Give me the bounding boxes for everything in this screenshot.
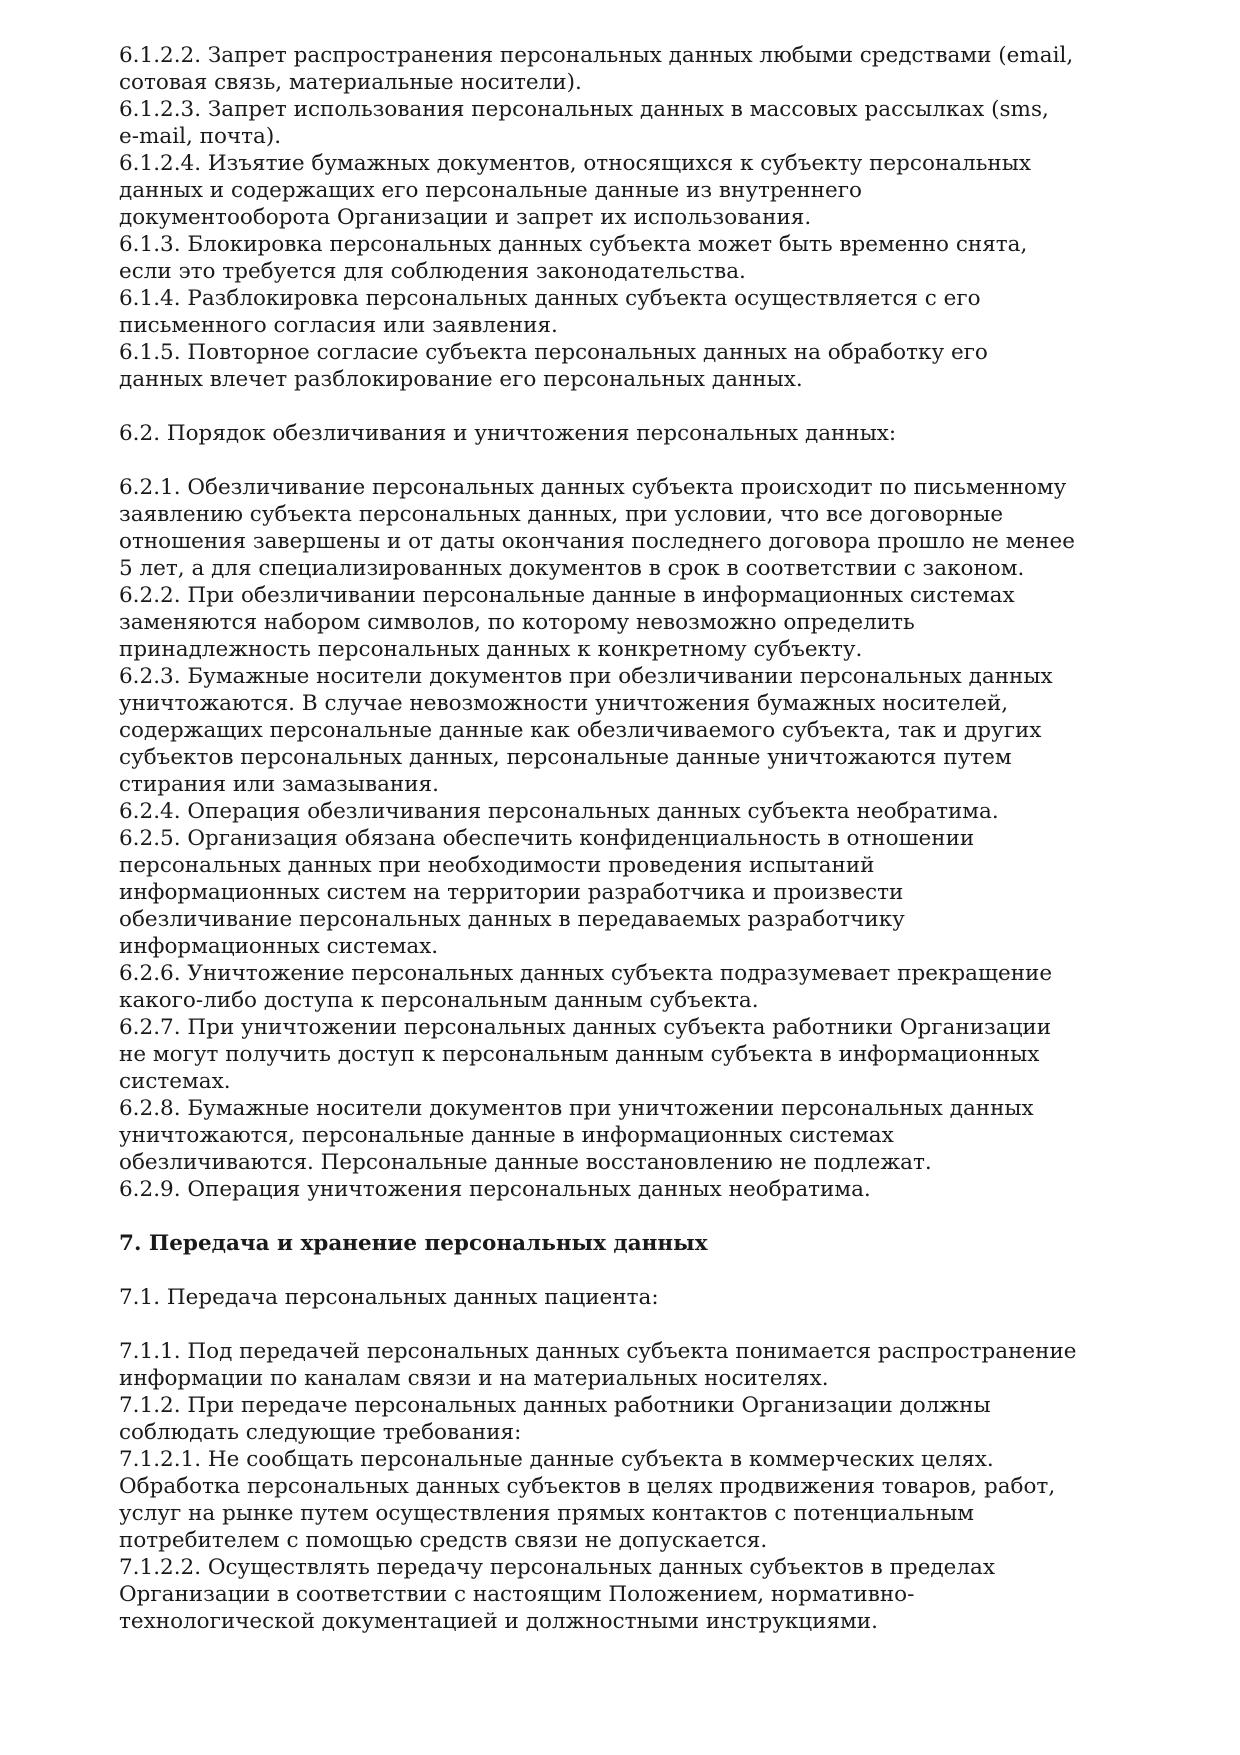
paragraph-7-1-2: 7.1.2. При передаче персональных данных работники Организации должны соблюдать следующие требования: — [119, 1393, 991, 1445]
blank-line — [119, 393, 1129, 420]
section-7-heading: 7. Передача и хранение персональных данных — [119, 1231, 708, 1256]
paragraph-6-1-3: 6.1.3. Блокировка персональных данных субъекта может быть временно снята, если это требуется для соблюдения законодательства. — [119, 232, 1028, 284]
paragraph-6-2-9: 6.2.9. Операция уничтожения персональных данных необратима. — [119, 1177, 871, 1202]
blank-line — [119, 1203, 1129, 1230]
paragraph-6-2-6: 6.2.6. Уничтожение персональных данных субъекта подразумевает прекращение какого-либо доступа к персональным данным субъекта. — [119, 961, 1053, 1013]
section-6-2-title: 6.2. Порядок обезличивания и уничтожения персональных данных: — [119, 421, 897, 446]
paragraph-6-2-8: 6.2.8. Бумажные носители документов при уничтожении персональных данных уничтожаются, персональные данные в информационных системах обезличиваются. Персональные данные восстановлению не подлежат. — [119, 1096, 1034, 1175]
blank-line — [119, 447, 1129, 474]
paragraph-6-1-2-3: 6.1.2.3. Запрет использования персональных данных в массовых рассылках (sms, e-mail, почта). — [119, 97, 1049, 149]
paragraph-6-1-4: 6.1.4. Разблокировка персональных данных субъекта осуществляется с его письменного согласия или заявления. — [119, 286, 981, 338]
document-page — [119, 42, 1129, 1635]
blank-line — [119, 1257, 1129, 1284]
paragraph-7-1-2-2: 7.1.2.2. Осуществлять передачу персональных данных субъектов в пределах Организации в соответствии с настоящим Положением, нормативно- технологической документацией и должностными инструкциями. — [119, 1555, 995, 1634]
section-7-1-title: 7.1. Передача персональных данных пациента: — [119, 1285, 659, 1310]
paragraph-6-1-2-2: 6.1.2.2. Запрет распространения персональных данных любыми средствами (email, сотовая связь, материальные носители). — [119, 43, 1074, 95]
paragraph-6-2-7: 6.2.7. При уничтожении персональных данных субъекта работники Организации не могут получить доступ к персональным данным субъекта в информационных системах. — [119, 1015, 1052, 1094]
paragraph-6-2-3: 6.2.3. Бумажные носители документов при обезличивании персональных данных уничтожаются. В случае невозможности уничтожения бумажных носителей, содержащих персональные данные как обезличиваемого субъекта, так и других субъектов персональных данных, персональные данные уничтожаются путем стирания или замазывания. — [119, 664, 1053, 797]
paragraph-6-2-1: 6.2.1. Обезличивание персональных данных субъекта происходит по письменному заявлению субъекта персональных данных, при условии, что все договорные отношения завершены и от даты окончания последнего договора прошло не менее 5 лет, а для специализированных документов в срок в соответствии с законом. — [119, 475, 1075, 581]
blank-line — [119, 1311, 1129, 1338]
paragraph-6-1-5: 6.1.5. Повторное согласие субъекта персональных данных на обработку его данных влечет разблокирование его персональных данных. — [119, 340, 988, 392]
paragraph-6-2-4: 6.2.4. Операция обезличивания персональных данных субъекта необратима. — [119, 799, 999, 824]
paragraph-7-1-2-1: 7.1.2.1. Не сообщать персональные данные субъекта в коммерческих целях. Обработка персональных данных субъектов в целях продвижения товаров, работ, услуг на рынке путем осуществления прямых контактов с потенциальным потребителем с помощью средств связи не допускается. — [119, 1447, 1056, 1553]
paragraph-6-1-2-4: 6.1.2.4. Изъятие бумажных документов, относящихся к субъекту персональных данных и содержащих его персональные данные из внутреннего документооборота Организации и запрет их использования. — [119, 151, 1031, 230]
paragraph-6-2-2: 6.2.2. При обезличивании персональные данные в информационных системах заменяются набором символов, по которому невозможно определить принадлежность персональных данных к конкретному субъекту. — [119, 583, 1015, 662]
paragraph-7-1-1: 7.1.1. Под передачей персональных данных субъекта понимается распространение информации по каналам связи и на материальных носителях. — [119, 1339, 1077, 1391]
paragraph-6-2-5: 6.2.5. Организация обязана обеспечить конфиденциальность в отношении персональных данных при необходимости проведения испытаний информационных систем на территории разработчика и произвести обезличивание персональных данных в передаваемых разработчику информационных системах. — [119, 826, 975, 959]
